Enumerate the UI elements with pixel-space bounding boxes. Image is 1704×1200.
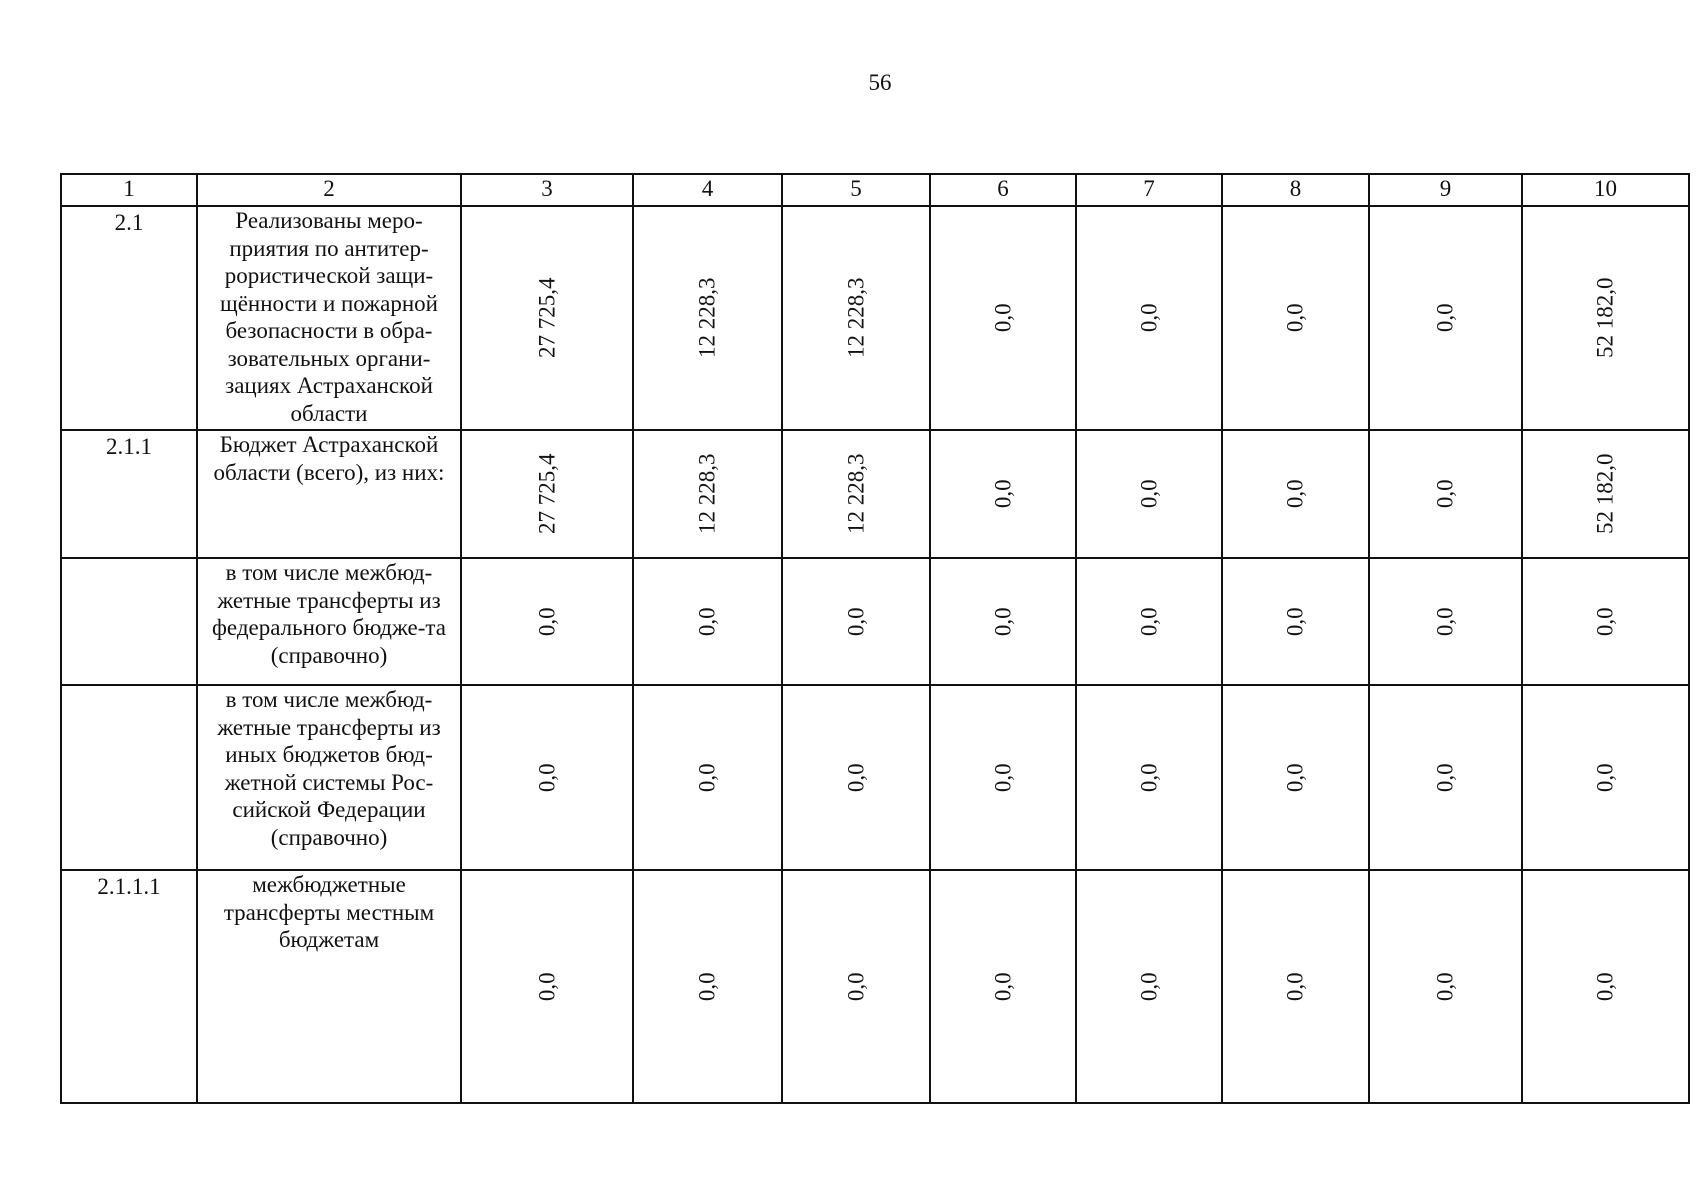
value: 12 228,3 [694,277,720,359]
row-description-cell [197,430,461,558]
row-code-cell [61,685,197,870]
value-cell [1076,685,1222,870]
value: 0,0 [843,972,869,1001]
value: 0,0 [990,607,1016,636]
column-header: 6 [930,174,1076,206]
value: 0,0 [1136,303,1162,333]
value: 27 725,4 [534,277,560,359]
value-cell [1222,558,1369,685]
value-cell [930,206,1076,430]
value-cell [1076,206,1222,430]
value-cell [1076,870,1222,1103]
value-cell [930,558,1076,685]
value-cell [1522,870,1689,1103]
row-description: Реализованы меро-приятия по антитер-рористической защи-щённости и пожарной безопасности в обра-зовательных органи-зациях Астраханской области [220,208,438,426]
value: 0,0 [534,607,560,636]
row-code-cell [61,206,197,430]
value: 0,0 [1282,303,1308,333]
row-code [62,559,196,561]
value-cell [633,206,782,430]
value: 27 725,4 [534,453,560,535]
value-cell [1222,870,1369,1103]
value: 0,0 [1282,479,1308,509]
column-header: 9 [1369,174,1522,206]
page-number: 56 [868,70,892,95]
value-cell [782,206,930,430]
row-code-cell [61,558,197,685]
column-header: 7 [1076,174,1222,206]
value: 12 228,3 [843,277,869,359]
value-cell [633,685,782,870]
value-cell [782,430,930,558]
value: 52 182,0 [1592,453,1618,535]
value-cell [1076,558,1222,685]
value-cell [633,558,782,685]
value-cell [930,430,1076,558]
value: 0,0 [1432,763,1458,792]
row-code: 2.1.1 [106,434,152,459]
column-header: 8 [1222,174,1369,206]
budget-table [60,173,1690,1104]
value-cell [930,685,1076,870]
value: 52 182,0 [1592,277,1618,359]
value-cell [1522,685,1689,870]
column-header: 5 [782,174,930,206]
value: 0,0 [990,303,1016,333]
value-cell [1222,685,1369,870]
column-header: 1 [61,174,197,206]
header-row [61,174,1689,206]
value: 0,0 [843,763,869,792]
value: 0,0 [1282,763,1308,792]
value-cell [461,430,633,558]
value-cell [461,206,633,430]
table-row [61,870,1689,1103]
column-header: 2 [197,174,461,206]
value-cell [782,558,930,685]
value: 0,0 [694,763,720,792]
row-code [62,686,196,688]
value-cell [1522,430,1689,558]
value: 0,0 [990,763,1016,792]
value: 0,0 [1432,303,1458,333]
value: 0,0 [534,972,560,1001]
row-description-cell [197,685,461,870]
value-cell [461,870,633,1103]
value: 0,0 [694,972,720,1001]
column-header: 10 [1522,174,1689,206]
value-cell [782,685,930,870]
value-cell [633,430,782,558]
table-row [61,558,1689,685]
value-cell [1369,685,1522,870]
value: 0,0 [1432,479,1458,509]
value: 0,0 [1592,607,1618,636]
row-description: Бюджет Астраханской области (всего), из них: [213,432,445,485]
value: 0,0 [1136,607,1162,636]
value: 0,0 [694,607,720,636]
table-row [61,685,1689,870]
value: 0,0 [990,479,1016,509]
row-description-cell [197,206,461,430]
value: 0,0 [1592,972,1618,1001]
row-code-cell [61,430,197,558]
value: 0,0 [534,763,560,792]
table-row [61,430,1689,558]
row-code: 2.1.1.1 [97,874,161,899]
row-description: межбюджетные трансферты местным бюджетам [223,872,435,952]
value-cell [1369,430,1522,558]
column-header: 3 [461,174,633,206]
value: 0,0 [990,972,1016,1001]
value: 0,0 [1136,972,1162,1001]
value-cell [1522,558,1689,685]
value-cell [1222,206,1369,430]
value-cell [930,870,1076,1103]
value-cell [461,558,633,685]
value: 0,0 [1432,607,1458,636]
row-description: в том числе межбюд-жетные трансферты из федерального бюдже-та (справочно) [212,560,446,668]
value: 0,0 [1136,763,1162,792]
value-cell [1222,430,1369,558]
value-cell [1522,206,1689,430]
value: 0,0 [1282,972,1308,1001]
row-description-cell [197,558,461,685]
value-cell [1369,558,1522,685]
value-cell [1369,870,1522,1103]
value-cell [633,870,782,1103]
column-header: 4 [633,174,782,206]
table-row [61,206,1689,430]
value: 0,0 [1592,763,1618,792]
value: 0,0 [1432,972,1458,1001]
value: 0,0 [1136,479,1162,509]
value-cell [782,870,930,1103]
value-cell [461,685,633,870]
row-code-cell [61,870,197,1103]
value: 12 228,3 [694,453,720,535]
value: 0,0 [1282,607,1308,636]
value-cell [1369,206,1522,430]
value: 0,0 [843,607,869,636]
row-code: 2.1 [114,210,144,235]
value: 12 228,3 [843,453,869,535]
row-description-cell [197,870,461,1103]
row-description: в том числе межбюд-жетные трансферты из иных бюджетов бюд-жетной системы Рос-сийской Федерации (справочно) [217,687,441,850]
value-cell [1076,430,1222,558]
